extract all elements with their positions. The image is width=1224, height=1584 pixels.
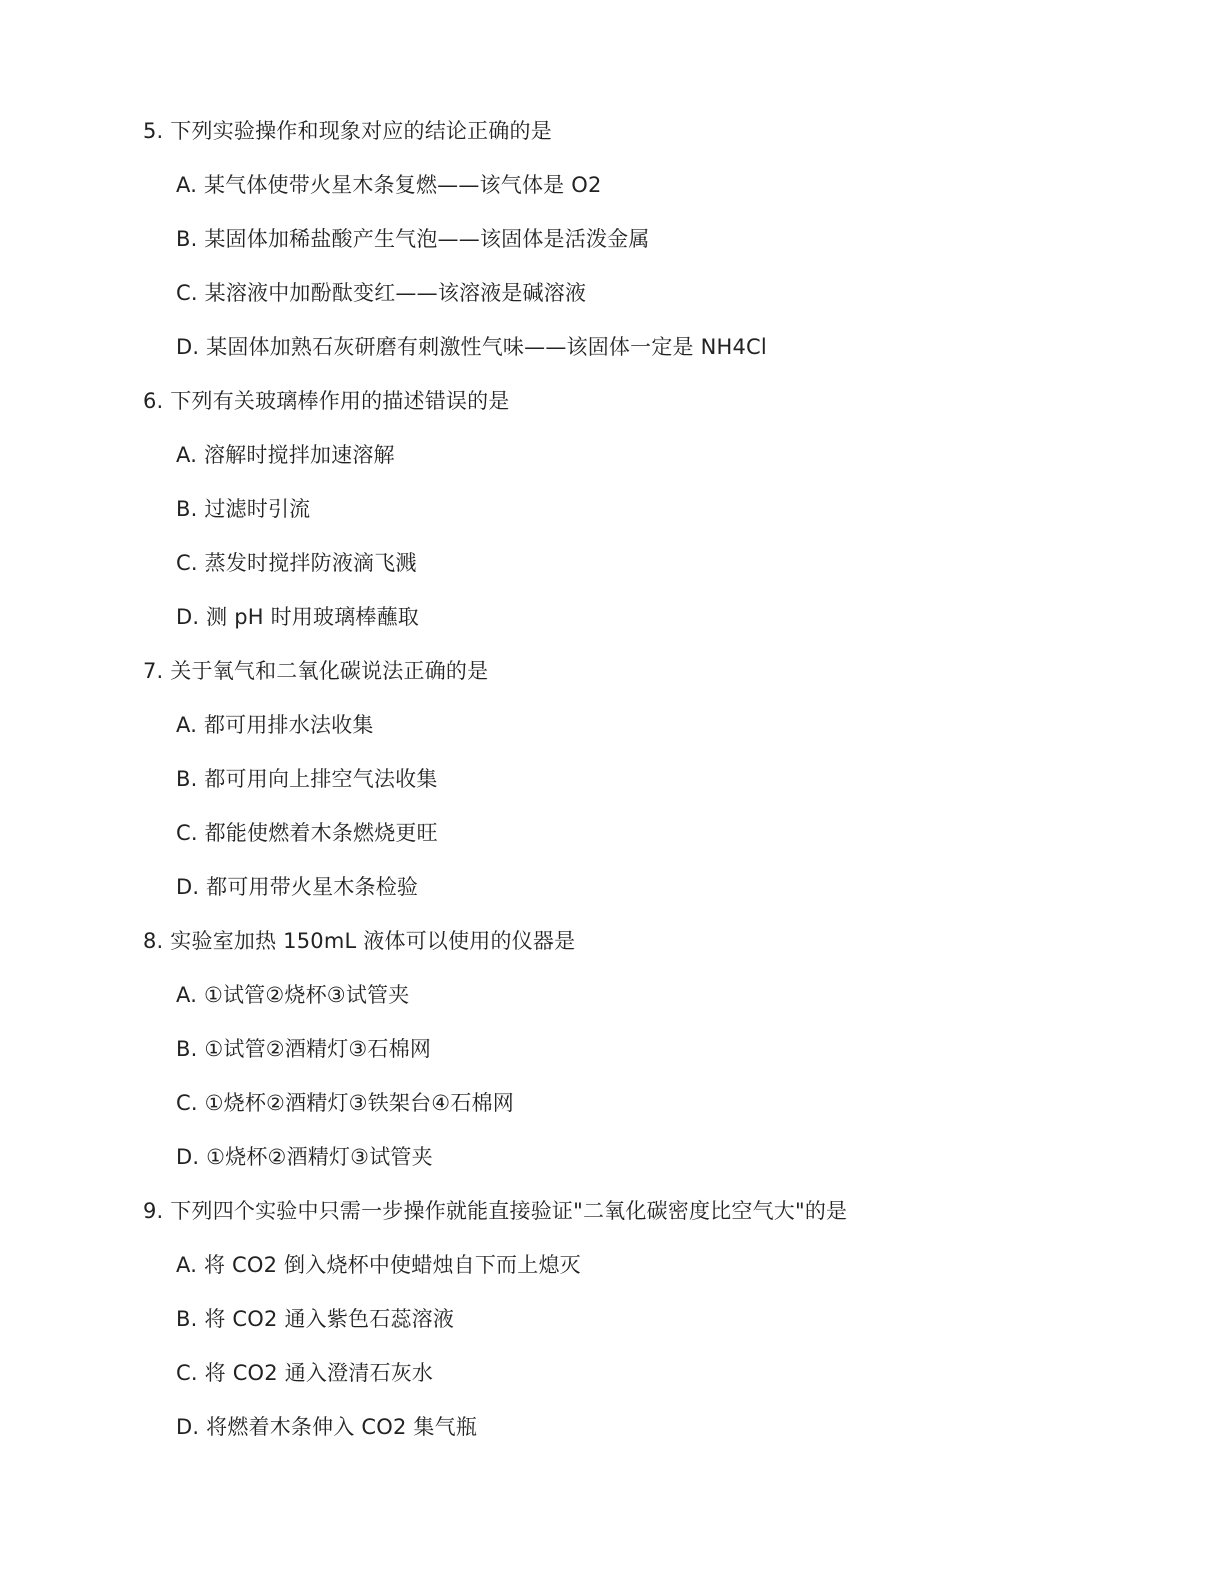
- question-6-option-b: B. 过滤时引流: [176, 497, 311, 521]
- question-6-stem: 6. 下列有关玻璃棒作用的描述错误的是: [143, 389, 510, 413]
- question-6-option-a: A. 溶解时搅拌加速溶解: [176, 443, 395, 467]
- question-8-option-d: D. ①烧杯②酒精灯③试管夹: [176, 1145, 433, 1169]
- question-5-option-c: C. 某溶液中加酚酞变红——该溶液是碱溶液: [176, 281, 587, 305]
- question-5-option-d: D. 某固体加熟石灰研磨有刺激性气味——该固体一定是 NH4Cl: [176, 335, 767, 359]
- question-6-option-d: D. 测 pH 时用玻璃棒蘸取: [176, 605, 419, 629]
- question-9-option-c: C. 将 CO2 通入澄清石灰水: [176, 1361, 434, 1385]
- question-9-option-b: B. 将 CO2 通入紫色石蕊溶液: [176, 1307, 455, 1331]
- question-6-option-c: C. 蒸发时搅拌防液滴飞溅: [176, 551, 417, 575]
- question-8-option-c: C. ①烧杯②酒精灯③铁架台④石棉网: [176, 1091, 514, 1115]
- question-9-option-d: D. 将燃着木条伸入 CO2 集气瓶: [176, 1415, 478, 1439]
- question-7-option-b: B. 都可用向上排空气法收集: [176, 767, 438, 791]
- question-7-stem: 7. 关于氧气和二氧化碳说法正确的是: [143, 659, 489, 683]
- question-9-option-a: A. 将 CO2 倒入烧杯中使蜡烛自下而上熄灭: [176, 1253, 581, 1277]
- question-8-option-b: B. ①试管②酒精灯③石棉网: [176, 1037, 432, 1061]
- question-8-stem: 8. 实验室加热 150mL 液体可以使用的仪器是: [143, 929, 576, 953]
- question-9-stem: 9. 下列四个实验中只需一步操作就能直接验证"二氧化碳密度比空气大"的是: [143, 1199, 848, 1223]
- question-8-option-a: A. ①试管②烧杯③试管夹: [176, 983, 410, 1007]
- question-5-stem: 5. 下列实验操作和现象对应的结论正确的是: [143, 119, 552, 143]
- question-5-option-a: A. 某气体使带火星木条复燃——该气体是 O2: [176, 173, 602, 197]
- question-7-option-c: C. 都能使燃着木条燃烧更旺: [176, 821, 438, 845]
- question-7-option-a: A. 都可用排水法收集: [176, 713, 374, 737]
- question-7-option-d: D. 都可用带火星木条检验: [176, 875, 419, 899]
- question-5-option-b: B. 某固体加稀盐酸产生气泡——该固体是活泼金属: [176, 227, 650, 251]
